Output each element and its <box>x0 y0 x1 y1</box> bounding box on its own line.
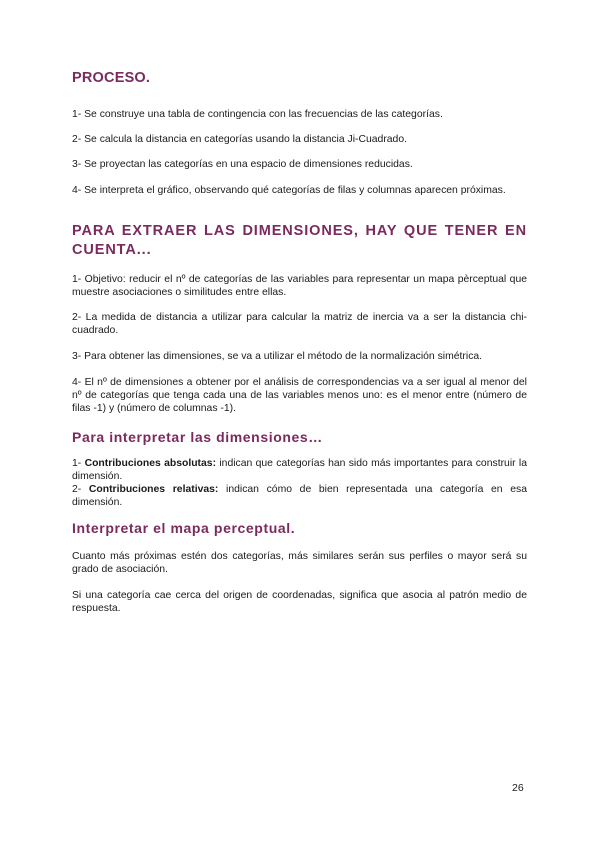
mapa-item-1: Cuanto más próximas estén dos categorías, más similares serán sus perfiles o mayor será su grado de asociación. <box>72 551 527 575</box>
term-contribuciones-absolutas: Contribuciones absolutas: <box>84 458 217 469</box>
contribuciones-relativas-item <box>72 483 527 509</box>
proceso-item-3: 3- Se proyectan las categorías en una espacio de dimensiones reducidas. <box>72 159 413 170</box>
heading-interpretar-dimensiones: Para interpretar las dimensiones… <box>72 429 323 445</box>
item-prefix: 1- <box>72 458 85 469</box>
mapa-item-2: Si una categoría cae cerca del origen de coordenadas, significa que asocia al patrón medio de respuesta. <box>72 590 527 614</box>
item-prefix: 2- <box>72 484 89 495</box>
extraer-item-1: 1- Objetivo: reducir el nº de categorías de las variables para representar un mapa pèrceptual que muestre asociaciones o similitudes entre ellas. <box>72 274 527 298</box>
extraer-item-3: 3- Para obtener las dimensiones, se va a utilizar el método de la normalización simétrica. <box>72 351 483 362</box>
page-number: 26 <box>512 782 524 794</box>
heading-mapa-perceptual: Interpretar el mapa perceptual. <box>72 520 296 536</box>
heading-extraer-dimensiones: PARA EXTRAER LAS DIMENSIONES, HAY QUE TENER EN CUENTA... <box>72 223 527 258</box>
extraer-item-4: 4- El nº de dimensiones a obtener por el análisis de correspondencias va a ser igual al menor del nº de categorías que tenga cada una de las variables menos uno: es el menor entre (número de filas -1) y (número de columnas -1). <box>72 377 527 414</box>
proceso-item-1: 1- Se construye una tabla de contingencia con las frecuencias de las categorías. <box>72 109 443 120</box>
heading-proceso: PROCESO. <box>72 70 151 86</box>
contribuciones-absolutas-item <box>72 457 527 483</box>
proceso-item-4: 4- Se interpreta el gráfico, observando qué categorías de filas y columnas aparecen próximas. <box>72 185 506 196</box>
term-contribuciones-relativas: Contribuciones relativas: <box>88 484 219 495</box>
proceso-item-2: 2- Se calcula la distancia en categorías usando la distancia Ji-Cuadrado. <box>72 134 408 145</box>
document-page <box>72 0 527 848</box>
item-text: indican que categorías han sido más importantes para construir la dimensión. <box>72 458 527 482</box>
item-text: indican cómo de bien representada una categoría en esa dimensión. <box>72 484 527 508</box>
extraer-item-2: 2- La medida de distancia a utilizar para calcular la matriz de inercia va a ser la distancia chi-cuadrado. <box>72 312 527 336</box>
